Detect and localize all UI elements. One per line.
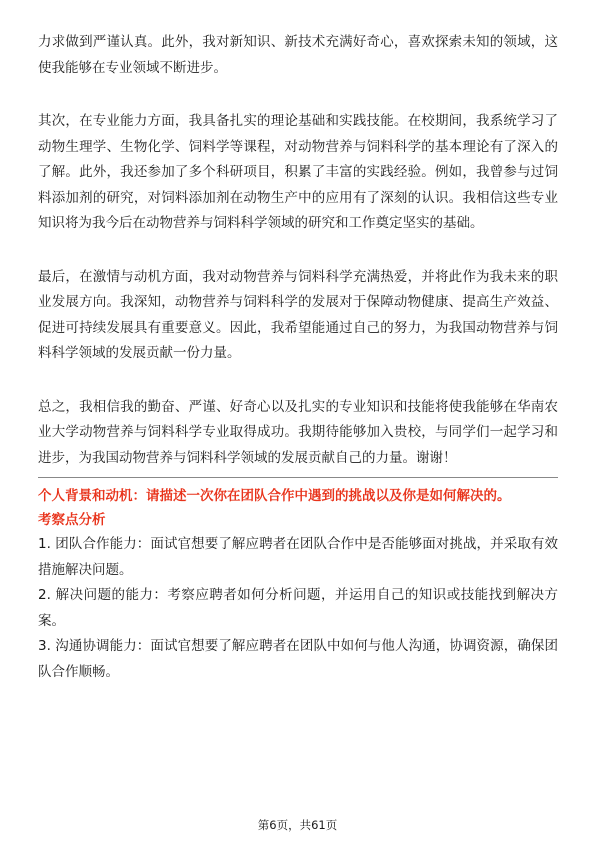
page-content [38,30,558,685]
section-divider [38,477,558,478]
analysis-point-3: 3. 沟通协调能力：面试官想要了解应聘者在团队中如何与他人沟通，协调资源，确保团队合作顺畅。 [38,638,558,680]
analysis-point-2: 2. 解决问题的能力：考察应聘者如何分析问题，并运用自己的知识或技能找到解决方案。 [38,587,558,629]
page-number: 第6页，共61页 [257,818,338,832]
paragraph-2: 其次，在专业能力方面，我具备扎实的理论基础和实践技能。在校期间，我系统学习了动物生理学、生物化学、饲料学等课程，对动物营养与饲料科学的基本理论有了深入的了解。此外，我还参加了多个科研项目，积累了丰富的实践经验。例如，我曾参与过饲料添加剂的研究，对饲料添加剂在动物生产中的应用有了深刻的认识。我相信这些专业知识将为我今后在动物营养与饲料科学领域的研究和工作奠定坚实的基础。 [38,113,558,231]
analysis-point-1: 1. 团队合作能力：面试官想要了解应聘者在团队合作中是否能够面对挑战，并采取有效措施解决问题。 [38,536,558,578]
paragraph-gap [38,81,558,109]
paragraph-gap [38,237,558,265]
question-heading: 个人背景和动机：请描述一次你在团队合作中遇到的挑战以及你是如何解决的。 [38,488,511,504]
paragraph-gap [38,367,558,395]
paragraph-1: 力求做到严谨认真。此外，我对新知识、新技术充满好奇心，喜欢探索未知的领域，这使我能够在专业领域不断进步。 [38,34,558,76]
paragraph-3: 最后，在激情与动机方面，我对动物营养与饲料科学充满热爱，并将此作为我未来的职业发展方向。我深知，动物营养与饲料科学的发展对于保障动物健康、提高生产效益、促进可持续发展具有重要意义。因此，我希望能通过自己的努力，为我国动物营养与饲料科学领域的发展贡献一份力量。 [38,268,558,361]
paragraph-4: 总之，我相信我的勤奋、严谨、好奇心以及扎实的专业知识和技能将使我能够在华南农业大学动物营养与饲料科学专业取得成功。我期待能够加入贵校，与同学们一起学习和进步，为我国动物营养与饲料科学领域的发展贡献自己的力量。谢谢！ [38,398,558,466]
analysis-title: 考察点分析 [38,512,106,528]
